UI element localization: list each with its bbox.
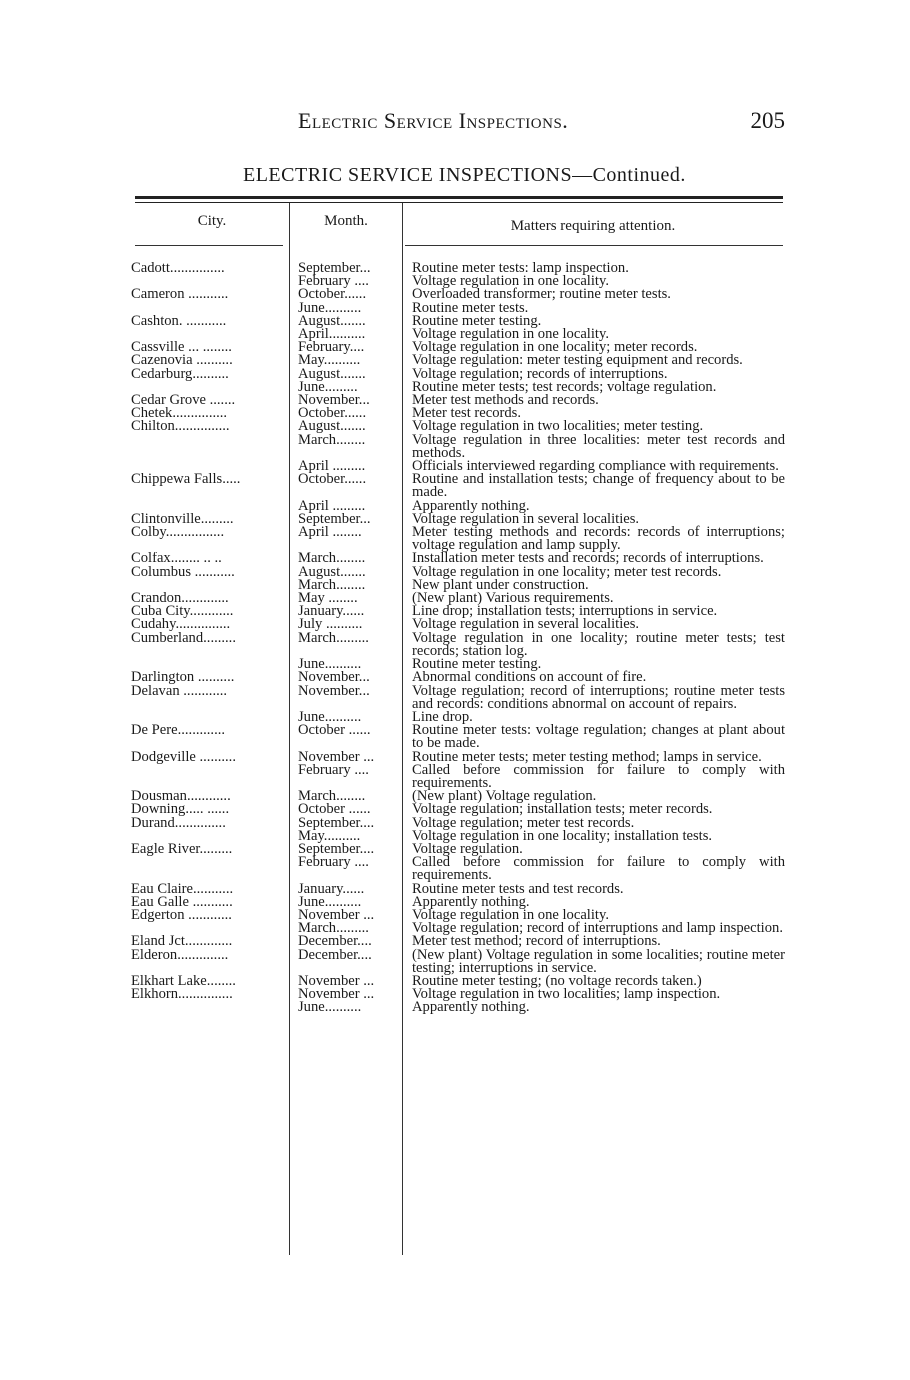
- matters-cell: Voltage regulation; meter test records.: [412, 814, 635, 831]
- month-cell: April ........: [298, 526, 362, 540]
- month-cell: April..........: [298, 328, 366, 342]
- city-cell: Cumberland.........: [131, 631, 236, 645]
- matters-cell: Meter test method; record of interruptions.: [412, 933, 661, 950]
- month-cell: March.........: [298, 922, 369, 936]
- month-cell: July ..........: [298, 618, 363, 632]
- header-matters: Matters requiring attention.: [510, 218, 676, 234]
- matters-cell: New plant under construction.: [412, 576, 589, 593]
- city-cell: Elderon..............: [131, 948, 229, 962]
- city-cell: Crandon.............: [131, 592, 229, 606]
- matters-cell: Routine meter testing.: [412, 656, 542, 673]
- matters-cell: Voltage regulation in one locality; meter records.: [412, 339, 698, 356]
- table-row: [0, 526, 910, 552]
- matters-cell: Overloaded transformer; routine meter tests.: [412, 286, 671, 303]
- month-cell: June.........: [298, 380, 358, 395]
- month-cell: September....: [298, 842, 375, 857]
- matters-cell: Apparently nothing.: [412, 497, 530, 514]
- matters-cell: Meter testing methods and records: records of interruptions; voltage regulation and lamp supply.: [412, 524, 785, 554]
- running-head: [130, 108, 785, 134]
- city-cell: Cameron ...........: [131, 288, 229, 302]
- month-cell: June..........: [298, 658, 362, 672]
- month-cell: February ....: [298, 275, 369, 289]
- matters-cell: Voltage regulation in two localities; meter testing.: [412, 418, 704, 435]
- matters-cell: Voltage regulation in three localities: meter test records and methods.: [412, 431, 785, 461]
- month-cell: September...: [298, 512, 371, 527]
- table-row: [0, 761, 910, 791]
- city-cell: Durand..............: [131, 816, 226, 830]
- city-cell: Chippewa Falls.....: [131, 473, 241, 487]
- month-cell: March........: [298, 578, 366, 593]
- month-cell: February ....: [298, 856, 369, 870]
- month-cell: November ...: [298, 750, 375, 764]
- month-cell: October......: [298, 407, 367, 421]
- month-cell: June..........: [298, 1001, 362, 1015]
- matters-cell: Voltage regulation in several localities.: [412, 510, 640, 527]
- city-cell: Cazenovia ..........: [131, 354, 233, 368]
- matters-cell: Installation meter tests and records; records of interruptions.: [412, 550, 764, 567]
- matters-cell: Voltage regulation in one locality; installation tests.: [412, 827, 713, 844]
- matters-cell: (New plant) Various requirements.: [412, 590, 614, 607]
- month-cell: March........: [298, 790, 366, 804]
- month-cell: August.......: [298, 565, 366, 579]
- month-cell: October......: [298, 288, 367, 302]
- city-cell: De Pere.............: [131, 724, 226, 738]
- table-row: [0, 724, 910, 750]
- matters-cell: Called before commission for failure to comply with requirements.: [412, 761, 785, 791]
- month-cell: March.........: [298, 631, 369, 645]
- month-cell: January......: [298, 882, 365, 896]
- running-title: Electric Service Inspections.: [298, 108, 569, 133]
- month-cell: June..........: [298, 301, 362, 315]
- month-cell: June..........: [298, 895, 362, 909]
- city-cell: Dousman............: [131, 790, 231, 804]
- month-cell: April .........: [298, 499, 366, 513]
- month-cell: December....: [298, 948, 372, 962]
- city-cell: Cedarburg..........: [131, 367, 229, 381]
- month-cell: October......: [298, 473, 367, 487]
- month-cell: October ......: [298, 724, 371, 738]
- matters-cell: (New plant) Voltage regulation in some localities; routine meter testing; interruptions in service.: [412, 946, 785, 976]
- matters-cell: Routine meter testing; (no voltage records taken.): [412, 972, 702, 989]
- month-cell: March........: [298, 552, 366, 566]
- matters-cell: Routine meter tests.: [412, 299, 529, 316]
- matters-cell: Abnormal conditions on account of fire.: [412, 669, 647, 686]
- matters-cell: Voltage regulation.: [412, 840, 523, 857]
- matters-cell: Routine meter tests and test records.: [412, 880, 624, 897]
- month-cell: November...: [298, 671, 370, 685]
- matters-cell: Voltage regulation in two localities; lamp inspection.: [412, 986, 721, 1003]
- matters-cell: Voltage regulation in one locality; meter test records.: [412, 563, 722, 580]
- month-cell: April .........: [298, 460, 366, 474]
- matters-cell: Voltage regulation; record of interruptions; routine meter tests and records: conditions abnormal on account of repairs.: [412, 682, 785, 712]
- matters-cell: Line drop; installation tests; interruptions in service.: [412, 603, 718, 620]
- table-row: [0, 946, 910, 976]
- month-cell: November...: [298, 684, 370, 698]
- month-cell: December....: [298, 935, 372, 949]
- city-cell: Clintonville.........: [131, 512, 234, 527]
- city-cell: Cashton. ...........: [131, 314, 227, 329]
- month-cell: November ...: [298, 908, 375, 923]
- city-cell: Darlington ..........: [131, 671, 235, 685]
- header-city: City.: [197, 213, 227, 229]
- matters-cell: Line drop.: [412, 708, 473, 725]
- city-cell: Eland Jct.............: [131, 935, 233, 949]
- header-rule-city: [135, 245, 283, 246]
- month-cell: May ........: [298, 592, 358, 606]
- matters-cell: Officials interviewed regarding compliance with requirements.: [412, 458, 779, 475]
- table-title: ELECTRIC SERVICE INSPECTIONS—Continued.: [243, 164, 686, 186]
- month-cell: September....: [298, 816, 375, 830]
- table-row: [0, 629, 910, 659]
- top-rule-thick: [135, 196, 783, 199]
- city-cell: Cassville ... ........: [131, 341, 232, 355]
- matters-cell: Apparently nothing.: [412, 999, 530, 1016]
- matters-cell: Routine meter tests: voltage regulation; changes at plant about to be made.: [412, 722, 785, 752]
- matters-cell: Voltage regulation; records of interruptions.: [412, 365, 668, 382]
- month-cell: September...: [298, 262, 371, 276]
- month-cell: August.......: [298, 314, 366, 329]
- inspection-table-body: [0, 262, 910, 1015]
- month-cell: November...: [298, 394, 370, 408]
- top-rule-thin: [135, 202, 783, 203]
- matters-cell: Voltage regulation; installation tests; meter records.: [412, 801, 713, 818]
- matters-cell: Voltage regulation in several localities.: [412, 616, 640, 633]
- matters-cell: Routine meter tests: lamp inspection.: [412, 260, 629, 276]
- matters-cell: Routine meter testing.: [412, 312, 542, 329]
- table-row: [0, 431, 910, 461]
- month-cell: May..........: [298, 829, 361, 843]
- city-cell: Chetek...............: [131, 407, 228, 421]
- matters-cell: Called before commission for failure to comply with requirements.: [412, 854, 785, 884]
- city-cell: Eau Claire...........: [131, 882, 234, 896]
- month-cell: November ...: [298, 974, 375, 989]
- month-cell: February....: [298, 341, 365, 355]
- city-cell: Delavan ............: [131, 684, 228, 698]
- city-cell: Chilton...............: [131, 420, 230, 434]
- city-cell: Eagle River.........: [131, 842, 233, 857]
- city-cell: Eau Galle ...........: [131, 895, 233, 909]
- city-cell: Elkhorn...............: [131, 988, 233, 1002]
- matters-cell: Meter test methods and records.: [412, 392, 599, 409]
- city-cell: Cadott...............: [131, 262, 225, 276]
- city-cell: Edgerton ............: [131, 908, 232, 923]
- header-month: Month.: [324, 213, 368, 229]
- table-row: [0, 856, 910, 882]
- matters-cell: Voltage regulation in one locality.: [412, 906, 609, 923]
- city-cell: Cuba City............: [131, 605, 234, 619]
- month-cell: August.......: [298, 367, 366, 381]
- matters-cell: Voltage regulation in one locality.: [412, 326, 609, 343]
- matters-cell: Voltage regulation: meter testing equipment and records.: [412, 352, 743, 369]
- city-cell: Downing..... ......: [131, 803, 230, 817]
- month-cell: August.......: [298, 420, 366, 434]
- month-cell: November ...: [298, 988, 375, 1002]
- city-cell: Cudahy...............: [131, 618, 231, 632]
- month-cell: October ......: [298, 803, 371, 817]
- month-cell: June..........: [298, 710, 362, 725]
- matters-cell: Apparently nothing.: [412, 893, 530, 910]
- matters-cell: Routine and installation tests; change of frequency about to be made.: [412, 471, 785, 501]
- table-row: [0, 473, 910, 499]
- city-cell: Colfax........ .. ..: [131, 552, 222, 566]
- month-cell: January......: [298, 605, 365, 619]
- table-row: [0, 1001, 910, 1014]
- city-cell: Colby................: [131, 526, 225, 540]
- month-cell: February ....: [298, 763, 369, 777]
- matters-cell: Voltage regulation in one locality.: [412, 273, 609, 290]
- city-cell: Cedar Grove .......: [131, 394, 236, 408]
- matters-cell: Routine meter tests; meter testing method; lamps in service.: [412, 748, 762, 765]
- month-cell: May..........: [298, 354, 361, 368]
- matters-cell: (New plant) Voltage regulation.: [412, 788, 597, 805]
- city-cell: Dodgeville ..........: [131, 750, 236, 764]
- city-cell: Elkhart Lake........: [131, 974, 236, 989]
- header-rule-matters: [405, 245, 783, 246]
- matters-cell: Routine meter tests; test records; voltage regulation.: [412, 378, 717, 395]
- table-row: [0, 682, 910, 712]
- matters-cell: Meter test records.: [412, 405, 522, 422]
- city-cell: Columbus ...........: [131, 565, 235, 579]
- matters-cell: Voltage regulation in one locality; routine meter tests; test records; station log.: [412, 629, 785, 659]
- matters-cell: Voltage regulation; record of interruptions and lamp inspection.: [412, 920, 783, 937]
- month-cell: March........: [298, 433, 366, 447]
- page-number: 205: [750, 108, 785, 133]
